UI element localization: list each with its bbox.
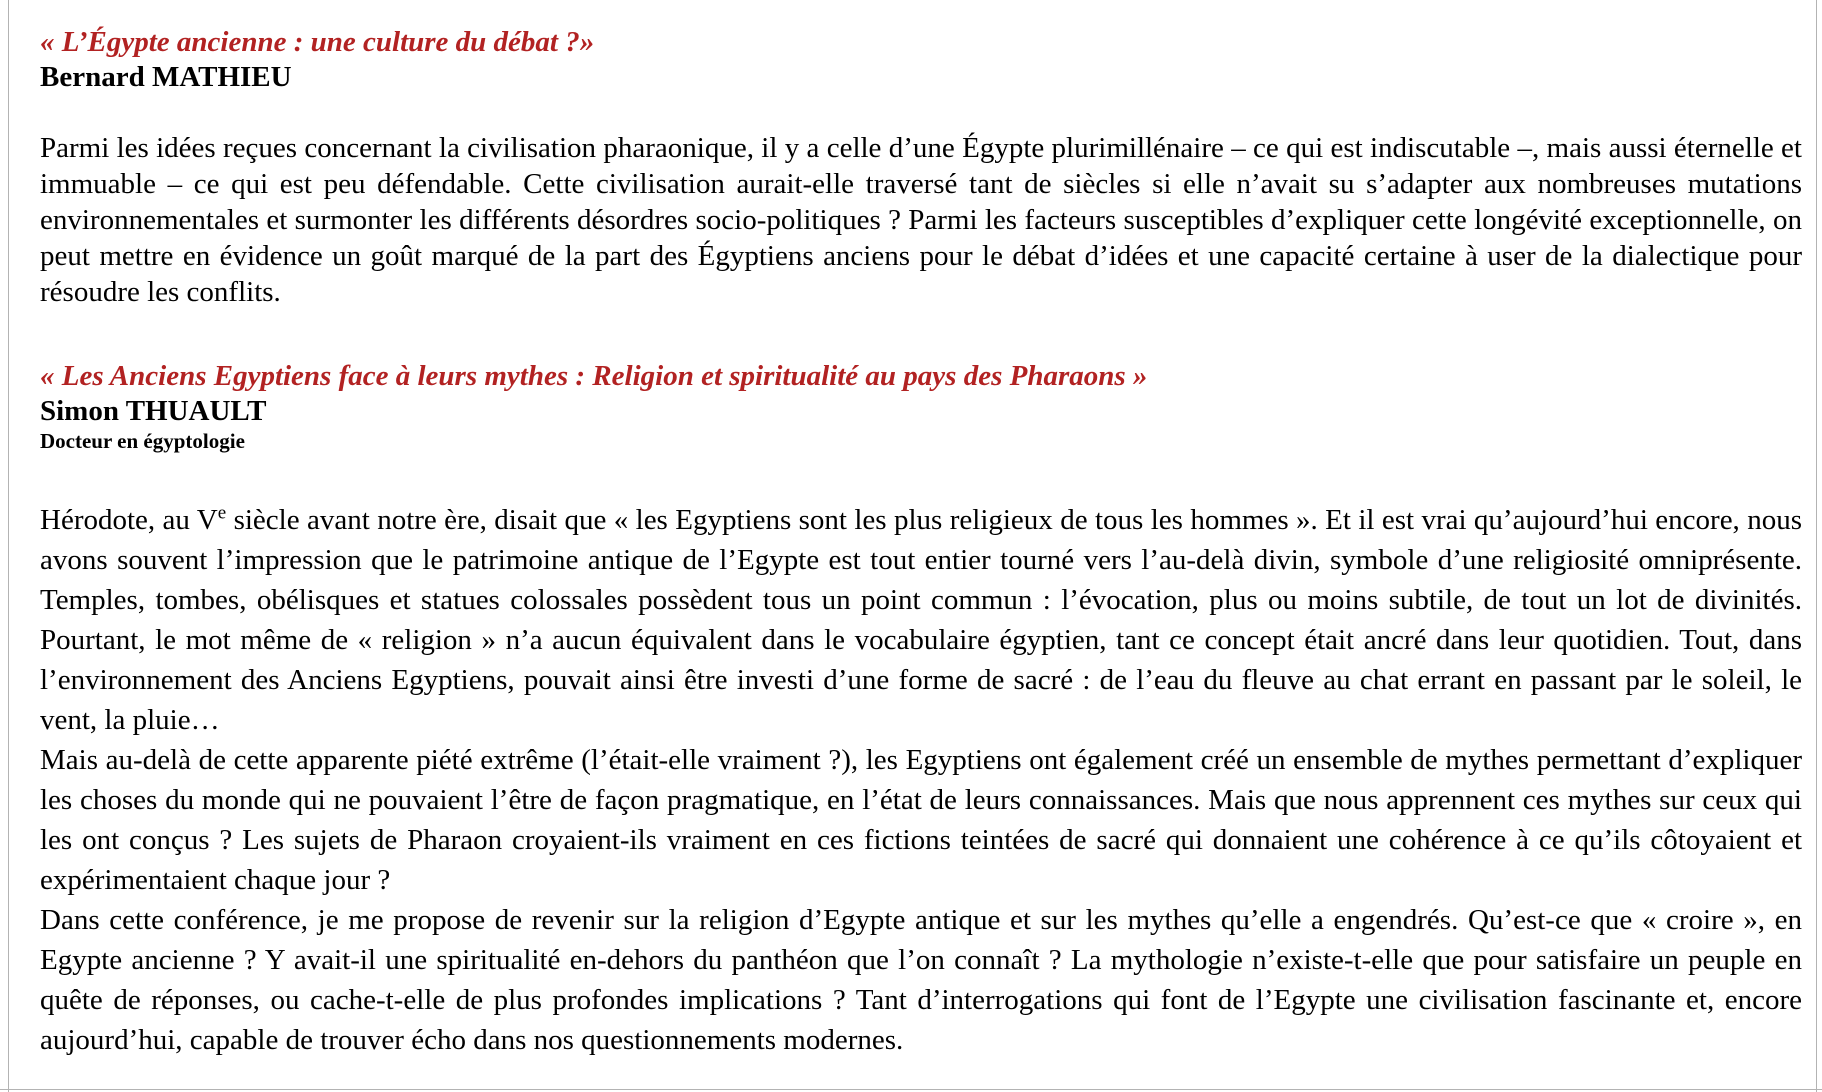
abstract-paragraph-mathieu: Parmi les idées reçues concernant la civilisation pharaonique, il y a celle d’une Égypte plurimillénaire – ce qui est indiscutable –, mais aussi éternelle et immuable – ce qui est peu défendable. Cette civilisation aurait-elle traversé tant de siècles si elle n’avait su s’adapter aux nombreuses mutations environnementales et surmonter les différents désordres socio-politiques ? Parmi les facteurs susceptibles d’expliquer cette longévité exceptionnelle, on peut mettre en évidence un goût marqué de la part des Égyptiens anciens pour le débat d’idées et une capacité certaine à user de la dialectique pour résoudre les conflits. bbox=[40, 132, 1802, 308]
abstract-paragraph-thuault-3: Dans cette conférence, je me propose de revenir sur la religion d’Egypte antique et sur les mythes qu’elle a engendrés. Qu’est-ce que « croire », en Egypte ancienne ? Y avait-il une spiritualité en-dehors du panthéon que l’on connaît ? La mythologie n’existe-t-elle que pour satisfaire un peuple en quête de réponses, ou cache-t-elle de plus profondes implications ? Tant d’interrogations qui font de l’Egypte une civilisation fascinante et, encore aujourd’hui, capable de trouver écho dans nos questionnements modernes. bbox=[40, 904, 1802, 1056]
paragraph-text-before-superscript: Hérodote, au V bbox=[40, 504, 218, 536]
table-cell-bottom-border bbox=[0, 1089, 1822, 1090]
paragraph-text-after-superscript: siècle avant notre ère, disait que « les Egyptiens sont les plus religieux de tous les hommes ». Et il est vrai qu’aujourd’hui encore, nous avons souvent l’impression que le patrimoine antique de l’Egypte est tout entier tourné vers l’au-delà divin, symbole d’une religiosité omniprésente. Temples, tombes, obélisques et statues colossales possèdent tous un point commun : l’évocation, plus ou moins subtile, de tout un lot de divinités. Pourtant, le mot même de « religion » n’a aucun équivalent dans le vocabulaire égyptien, tant ce concept était ancré dans leur quotidien. Tout, dans l’environnement des Anciens Egyptiens, pouvait ainsi être investi d’une forme de sacré : de l’eau du fleuve au chat errant en passant par le soleil, le vent, la pluie… bbox=[40, 504, 1802, 736]
speaker-subtitle-docteur-egyptologie: Docteur en égyptologie bbox=[40, 429, 245, 453]
table-cell-left-border bbox=[8, 0, 9, 1092]
abstract-paragraph-thuault-1 bbox=[40, 500, 1802, 740]
abstract-body-thuault bbox=[40, 500, 1802, 1060]
table-cell-right-border bbox=[1816, 0, 1817, 1092]
speaker-name-bernard-mathieu: Bernard MATHIEU bbox=[40, 61, 292, 93]
speaker-name-simon-thuault: Simon THUAULT bbox=[40, 395, 267, 427]
abstract-paragraph-thuault-2: Mais au-delà de cette apparente piété extrême (l’était-elle vraiment ?), les Egyptiens ont également créé un ensemble de mythes permettant d’expliquer les choses du monde qui ne pouvaient l’être de façon pragmatique, en l’état de leurs connaissances. Mais que nous apprennent ces mythes sur ceux qui les ont conçus ? Les sujets de Pharaon croyaient-ils vraiment en ces fictions teintées de sacré qui donnaient une cohérence à ce qu’ils côtoyaient et expérimentaient chaque jour ? bbox=[40, 744, 1802, 896]
talk-title-anciens-egyptiens: « Les Anciens Egyptiens face à leurs mythes : Religion et spiritualité au pays des Pharaons » bbox=[40, 360, 1148, 392]
superscript-ordinal-e: e bbox=[217, 502, 227, 524]
abstracts-content bbox=[40, 24, 1802, 1060]
talk-title-egypte-ancienne: « L’Égypte ancienne : une culture du débat ?» bbox=[40, 26, 595, 58]
talk-section-thuault bbox=[40, 358, 1802, 1060]
talk-section-mathieu bbox=[40, 24, 1802, 310]
